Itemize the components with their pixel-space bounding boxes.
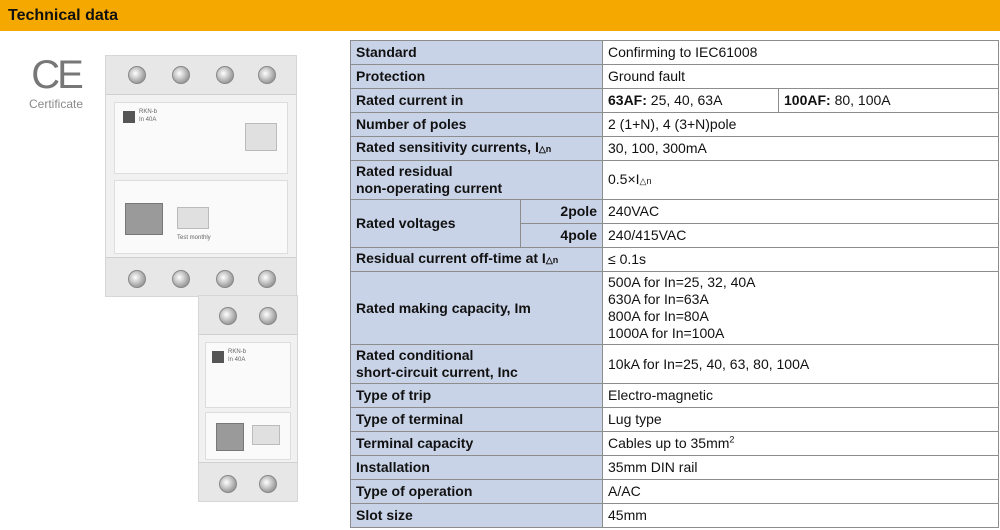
row-value: ≤ 0.1s <box>603 248 999 272</box>
row-label: Terminal capacity <box>351 432 603 456</box>
screw-icon <box>216 270 234 288</box>
table-row <box>351 113 999 137</box>
ls-logo-icon <box>212 351 224 363</box>
row-value: 30, 100, 300mA <box>603 137 999 161</box>
bottom-terminals <box>106 257 296 296</box>
screw-icon <box>128 270 146 288</box>
bottom-terminals <box>199 462 297 501</box>
technical-data-table <box>350 40 999 528</box>
device-switch-panel <box>114 180 288 254</box>
row-sublabel-4pole: 4pole <box>521 224 603 248</box>
row-value-100af: 100AF: 80, 100A <box>779 89 999 113</box>
ce-mark-icon: CE <box>31 53 81 97</box>
certificate-label: Certificate <box>28 97 84 111</box>
row-value-63af: 63AF: 25, 40, 63A <box>603 89 779 113</box>
table-row <box>351 456 999 480</box>
screw-icon <box>219 475 237 493</box>
table-row <box>351 384 999 408</box>
screw-icon <box>258 270 276 288</box>
row-label: Rated residual non-operating current <box>351 161 603 200</box>
row-value: Ground fault <box>603 65 999 89</box>
certificate-block <box>20 55 92 111</box>
row-label: Installation <box>351 456 603 480</box>
row-label: Protection <box>351 65 603 89</box>
table-row <box>351 137 999 161</box>
row-label: Slot size <box>351 504 603 528</box>
row-value: 240/415VAC <box>603 224 999 248</box>
row-label: Type of trip <box>351 384 603 408</box>
spec-diagram <box>245 123 277 151</box>
row-sublabel-2pole: 2pole <box>521 200 603 224</box>
row-value: 2 (1+N), 4 (3+N)pole <box>603 113 999 137</box>
row-value: 45mm <box>603 504 999 528</box>
section-title: Technical data <box>8 7 118 24</box>
table-row <box>351 200 999 224</box>
row-value: 35mm DIN rail <box>603 456 999 480</box>
row-label: Rated conditional short-circuit current, Inc <box>351 345 603 384</box>
toggle-lever <box>216 423 244 451</box>
rating-text: In 40A <box>139 117 157 123</box>
row-value: 240VAC <box>603 200 999 224</box>
row-value: 500A for In=25, 32, 40A 630A for In=63A 800A for In=80A 1000A for In=100A <box>603 272 999 345</box>
row-value: Confirming to IEC61008 <box>603 41 999 65</box>
screw-icon <box>216 66 234 84</box>
ls-logo-icon <box>123 111 135 123</box>
table-row <box>351 41 999 65</box>
row-label: Standard <box>351 41 603 65</box>
row-label: Type of operation <box>351 480 603 504</box>
screw-icon <box>128 66 146 84</box>
table-row <box>351 89 999 113</box>
table-row <box>351 480 999 504</box>
row-label: Residual current off-time at I△n <box>351 248 603 272</box>
screw-icon <box>259 475 277 493</box>
rcd-4pole-image <box>105 55 297 297</box>
top-terminals <box>199 296 297 335</box>
row-value: Electro-magnetic <box>603 384 999 408</box>
table-row <box>351 272 999 345</box>
screw-icon <box>258 66 276 84</box>
test-label: Test monthly <box>177 235 211 241</box>
table-row <box>351 408 999 432</box>
row-label: Rated voltages <box>351 200 521 248</box>
table-row <box>351 248 999 272</box>
device-switch-panel <box>205 412 291 460</box>
screw-icon <box>219 307 237 325</box>
row-value: 10kA for In=25, 40, 63, 80, 100A <box>603 345 999 384</box>
row-label: Rated sensitivity currents, I△n <box>351 137 603 161</box>
row-value: A/AC <box>603 480 999 504</box>
screw-icon <box>259 307 277 325</box>
top-terminals <box>106 56 296 95</box>
test-button <box>177 207 209 229</box>
section-header <box>0 0 1000 31</box>
table-row <box>351 504 999 528</box>
toggle-lever <box>125 203 163 235</box>
row-label: Rated making capacity, Im <box>351 272 603 345</box>
device-label-panel <box>205 342 291 408</box>
row-label: Number of poles <box>351 113 603 137</box>
table-row <box>351 161 999 200</box>
device-label-panel <box>114 102 288 174</box>
screw-icon <box>172 270 190 288</box>
row-value: Cables up to $35mm^2$ <box>603 432 999 456</box>
test-button <box>252 425 280 445</box>
row-value: 0.5×I△n <box>603 161 999 200</box>
model-text: RKN-b <box>228 349 247 355</box>
rating-text: In 40A <box>228 357 246 363</box>
model-text: RKN-b <box>139 109 158 115</box>
rcd-2pole-image <box>198 295 298 502</box>
row-label: Rated current in <box>351 89 603 113</box>
table-row <box>351 345 999 384</box>
table-row <box>351 432 999 456</box>
row-value: Lug type <box>603 408 999 432</box>
row-label: Type of terminal <box>351 408 603 432</box>
screw-icon <box>172 66 190 84</box>
table-row <box>351 65 999 89</box>
